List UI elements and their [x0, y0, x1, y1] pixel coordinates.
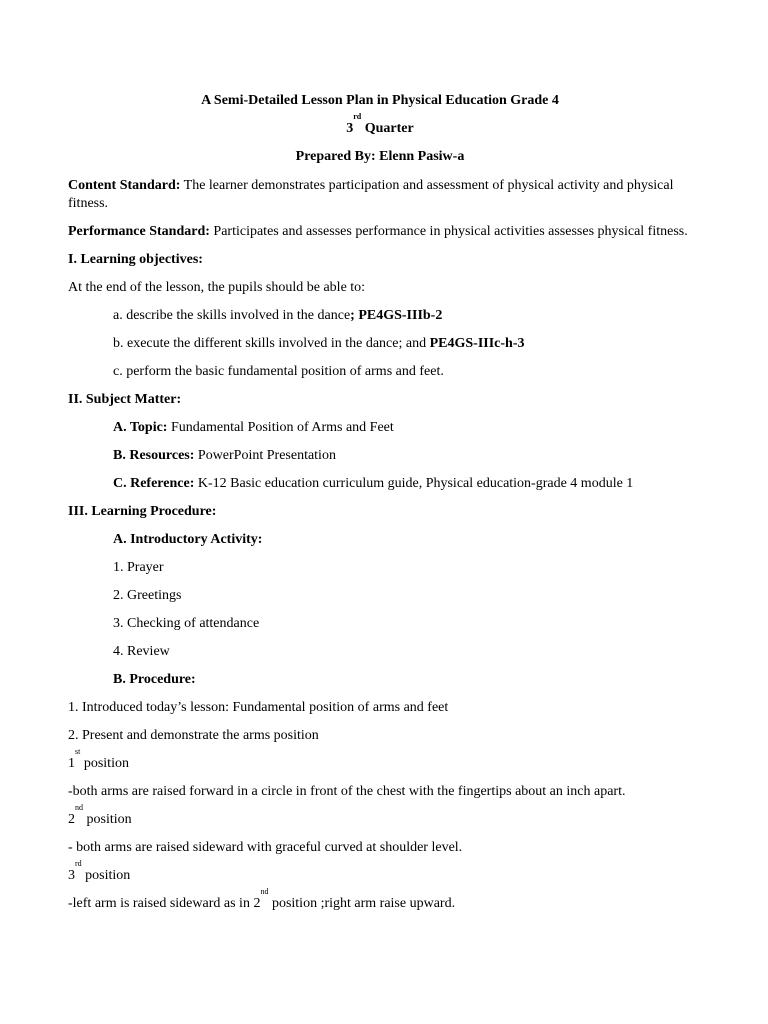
intro-item: 3. Checking of attendance: [113, 616, 260, 631]
prepared-by: Prepared By: Elenn Pasiw-a: [295, 149, 465, 164]
learning-procedure-heading: III. Learning Procedure:: [68, 504, 217, 519]
objective-item: a. describe the skills involved in the dance; PE4GS-IIIb-2: [113, 308, 443, 323]
position-label: 1st position: [68, 747, 129, 771]
topic: A. Topic: Fundamental Position of Arms and Feet: [113, 420, 394, 435]
resources: B. Resources: PowerPoint Presentation: [113, 448, 336, 463]
document-title: A Semi-Detailed Lesson Plan in Physical Education Grade 4: [201, 93, 559, 108]
position-description: -both arms are raised forward in a circle in front of the chest with the fingertips about an inch apart.: [68, 784, 626, 799]
procedure-heading: B. Procedure:: [113, 672, 196, 687]
position-label: 3rd position: [68, 859, 131, 883]
position-label: 2nd position: [68, 803, 132, 827]
intro-item: 4. Review: [113, 644, 170, 659]
quarter-heading: 3rd Quarter: [346, 112, 414, 136]
procedure-step: 1. Introduced today’s lesson: Fundamental position of arms and feet: [68, 700, 449, 715]
objectives-heading: I. Learning objectives:: [68, 252, 203, 267]
position-description: -left arm is raised sideward as in 2nd position ;right arm raise upward.: [68, 887, 456, 911]
intro-item: 1. Prayer: [113, 560, 164, 575]
subject-matter-heading: II. Subject Matter:: [68, 392, 182, 407]
performance-standard: Performance Standard: Participates and assesses performance in physical activities assesses physical fitness.: [68, 224, 688, 239]
position-description: - both arms are raised sideward with graceful curved at shoulder level.: [68, 840, 463, 855]
introductory-activity-heading: A. Introductory Activity:: [113, 532, 263, 547]
procedure-step: 2. Present and demonstrate the arms position: [68, 728, 319, 743]
content-standard: Content Standard: The learner demonstrates participation and assessment of physical activity and physical fitness.: [68, 178, 674, 211]
reference: C. Reference: K-12 Basic education curriculum guide, Physical education-grade 4 module 1: [113, 476, 634, 491]
objective-item: c. perform the basic fundamental position of arms and feet.: [113, 364, 444, 379]
objective-item: b. execute the different skills involved in the dance; and PE4GS-IIIc-h-3: [113, 336, 525, 351]
objectives-intro: At the end of the lesson, the pupils should be able to:: [68, 280, 366, 295]
intro-item: 2. Greetings: [113, 588, 182, 603]
